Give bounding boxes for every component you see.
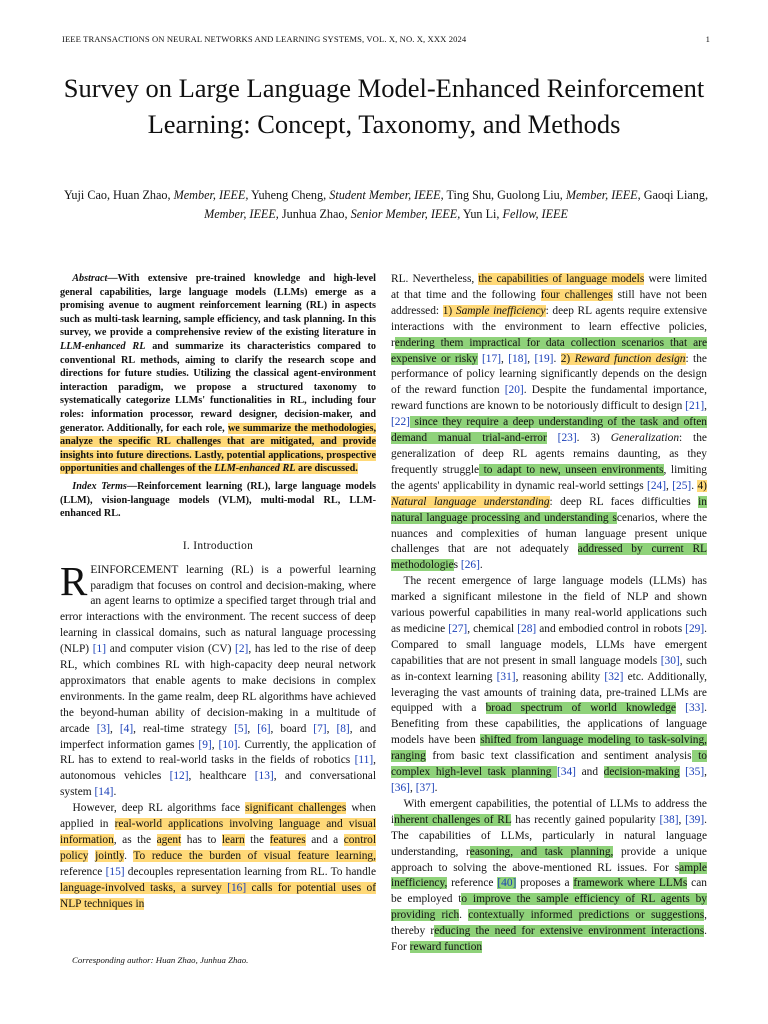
- paper-title: Survey on Large Language Model-Enhanced Reinforcement Learning: Concept, Taxonomy, and Methods: [63, 73, 705, 139]
- citation-link[interactable]: [14]: [94, 786, 114, 799]
- right-column: [391, 272, 707, 956]
- citation-link[interactable]: [18]: [508, 352, 528, 365]
- citation-link[interactable]: [2]: [235, 643, 249, 656]
- citation-link[interactable]: [39]: [685, 813, 705, 826]
- citation-link[interactable]: [7]: [313, 722, 327, 735]
- citation-link[interactable]: [4]: [119, 722, 134, 735]
- citation-link[interactable]: [27]: [448, 622, 468, 635]
- citation-link[interactable]: [6]: [257, 722, 271, 735]
- citation-link[interactable]: [36]: [391, 782, 410, 794]
- citation-link[interactable]: [20]: [504, 384, 524, 397]
- citation-link[interactable]: [10]: [218, 738, 238, 751]
- citation-link[interactable]: [24]: [647, 479, 667, 492]
- citation-link[interactable]: [40]: [497, 877, 517, 890]
- index-terms: Index Terms—Reinforcement learning (RL), large language models (LLM), vision-language models (VLM), multi-modal RL, LLM-enhanced RL.: [60, 480, 376, 520]
- journal-name: IEEE TRANSACTIONS ON NEURAL NETWORKS AND LEARNING SYSTEMS, VOL. X, NO. X, XXX 2024: [62, 34, 467, 44]
- citation-link[interactable]: [1]: [92, 643, 107, 656]
- citation-link[interactable]: [16]: [227, 881, 247, 894]
- author-list: Yuji Cao, Huan Zhao, Member, IEEE, Yuheng Cheng, Student Member, IEEE, Ting Shu, Guolong Liu, Member, IEEE, Gaoqi Liang, Member, IEEE, Junhua Zhao, Senior Member, IEEE, Yun Li, Fellow, IEEE: [63, 188, 709, 221]
- corresponding-author-footnote: Corresponding author: Huan Zhao, Junhua Zhao.: [72, 955, 249, 965]
- citation-link[interactable]: [34]: [557, 766, 576, 779]
- intro-paragraph-3: The recent emergence of large language models (LLMs) has marked a significant milestone in the field of NLP and shown various powerful capabilities in many real-world applications such as medicine [27], chemical [28] and embodied control in robots [29]. Compared to small language models, LLMs have emergent capabilities that are not present in small language models [30], such as in-context learning [31], reasoning ability [32] etc. Additionally, leveraging the vast amounts of training data, pre-trained LLMs are equipped with a broad spectrum of world knowledge [33]. Benefiting from these capabilities, the applications of language models have been shifted from language modeling to task-solving, ranging from basic text classification and sentiment analysis to complex high-level task planning [34] and decision-making [35], [36], [37].: [391, 575, 708, 794]
- citation-link[interactable]: [12]: [169, 770, 189, 783]
- intro-paragraph-2-cont: RL. Nevertheless, the capabilities of language models were limited at that time and the following four challenges still have not been addressed: 1) Sample inefficiency: deep RL agents require extensive interactions with the environment to learn effective policies, rendering them impractical for data collection scenarios that are expensive or risky [17], [18], [19]. 2) Reward function design: the performance of policy learning significantly depends on the design of the reward function [20]. Despite the fundamental importance, reward functions are known to be notoriously difficult to design [21], [22] since they require a deep understanding of the task and often demand manual trial-and-error [23]. 3) Generalization: the generalization of deep RL agents remains daunting, as they frequently struggle to adapt to new, unseen environments, limiting the agents' applicability in dynamic real-world settings [24], [25]. 4) Natural language understanding: deep RL faces difficulties in natural language processing and understanding scenarios, where the nuances and complexities of human language present unique challenges that are not adequately addressed by current RL methodologies [26].: [391, 273, 708, 572]
- citation-link[interactable]: [38]: [659, 813, 679, 826]
- citation-link[interactable]: [9]: [198, 738, 212, 751]
- abstract: Abstract—With extensive pre-trained knowledge and high-level general capabilities, large language models (LLMs) emerge as a promising avenue to augment reinforcement learning (RL) in aspects such as multi-task learning, sample efficiency, and task planning. In this survey, we provide a comprehensive review of the existing literature in LLM-enhanced RL and summarize its characteristics compared to conventional RL methods, aiming to clarify the research scope and directions for future studies. Utilizing the classical agent-environment interaction paradigm, we propose a structured taxonomy to systematically categorize LLMs' functionalities in RL, including four roles: information processor, reward designer, decision-maker, and generator. Additionally, for each role, we summarize the methodologies, analyze the specific RL challenges that are mitigated, and provide insights into future directions. Lastly, potential applications, prospective opportunities and challenges of the LLM-enhanced RL are discussed.: [60, 273, 376, 475]
- left-column: [60, 272, 376, 913]
- citation-link[interactable]: [8]: [336, 722, 350, 735]
- page-number: 1: [705, 34, 710, 44]
- running-header: [62, 34, 710, 44]
- intro-paragraph-2: However, deep RL algorithms face significant challenges when applied in real-world applications involving language and visual information, as the agent has to learn the features and a control policy jointly. To reduce the burden of visual feature learning, reference [15] decouples representation learning from RL. To handle language-involved tasks, a survey [16] calls for potential uses of NLP techniques in: [60, 802, 377, 910]
- citation-link[interactable]: [26]: [460, 559, 480, 572]
- citation-link[interactable]: [3]: [96, 722, 110, 735]
- citation-link[interactable]: [28]: [517, 622, 537, 635]
- intro-paragraph-4: With emergent capabilities, the potential of LLMs to address the inherent challenges of RL has recently gained popularity [38], [39]. The capabilities of LLMs, particularly in natural language understanding, reasoning, and task planning, provide a unique approach to solving the above-mentioned RL issues. For sample inefficiency, reference [40] proposes a framework where LLMs can be employed to improve the sample efficiency of RL agents by providing rich. contextually informed predictions or suggestions, thereby reducing the need for extensive environment interactions. For reward function: [391, 797, 708, 954]
- citation-link[interactable]: [29]: [685, 622, 705, 635]
- citation-link[interactable]: [19]: [534, 352, 554, 365]
- citation-link[interactable]: [5]: [234, 722, 248, 735]
- citation-link[interactable]: [15]: [105, 865, 125, 878]
- citation-link[interactable]: [33]: [685, 702, 705, 715]
- citation-link[interactable]: [35]: [685, 766, 705, 779]
- drop-cap: R: [60, 557, 88, 604]
- citation-link[interactable]: [22]: [391, 416, 410, 429]
- citation-link[interactable]: [31]: [496, 670, 516, 683]
- citation-link[interactable]: [21]: [685, 400, 705, 413]
- section-heading: I. Introduction: [182, 539, 254, 552]
- citation-link[interactable]: [17]: [482, 352, 501, 365]
- citation-link[interactable]: [13]: [254, 770, 274, 783]
- citation-link[interactable]: [30]: [660, 654, 680, 667]
- highlight: we summarize the methodologies, analyze the specific RL challenges that are mitigated, and provide insights into future directions. Lastly, potential applications, prospective opportunities and challenges of the LLM-enhanced RL are discussed.: [60, 422, 376, 475]
- citation-link[interactable]: [25]: [672, 479, 692, 492]
- citation-link[interactable]: [37]: [415, 782, 435, 794]
- citation-link[interactable]: [23]: [557, 432, 577, 445]
- citation-link[interactable]: [11]: [354, 754, 374, 767]
- citation-link[interactable]: [32]: [604, 670, 624, 683]
- intro-paragraph-1: REINFORCEMENT learning (RL) is a powerful learning paradigm that focuses on control and decision-making, where an agent learns to optimize a specified target through trial and error interactions with the environment. The recent success of deep learning in classical domains, such as natural language processing (NLP) [1] and computer vision (CV) [2], has led to the rise of deep RL, which combines RL with high-capacity deep neural network approximators that enable agents to make decisions in complex environments. In the game realm, deep RL algorithms have achieved the beyond-human ability of decision-making in a multitude of arcade [3], [4], real-time strategy [5], [6], board [7], [8], and imperfect information games [9], [10]. Currently, the application of RL has to extend to real-world tasks in the fields of robotics [11], autonomous vehicles [12], healthcare [13], and conversational system [14].: [60, 557, 377, 799]
